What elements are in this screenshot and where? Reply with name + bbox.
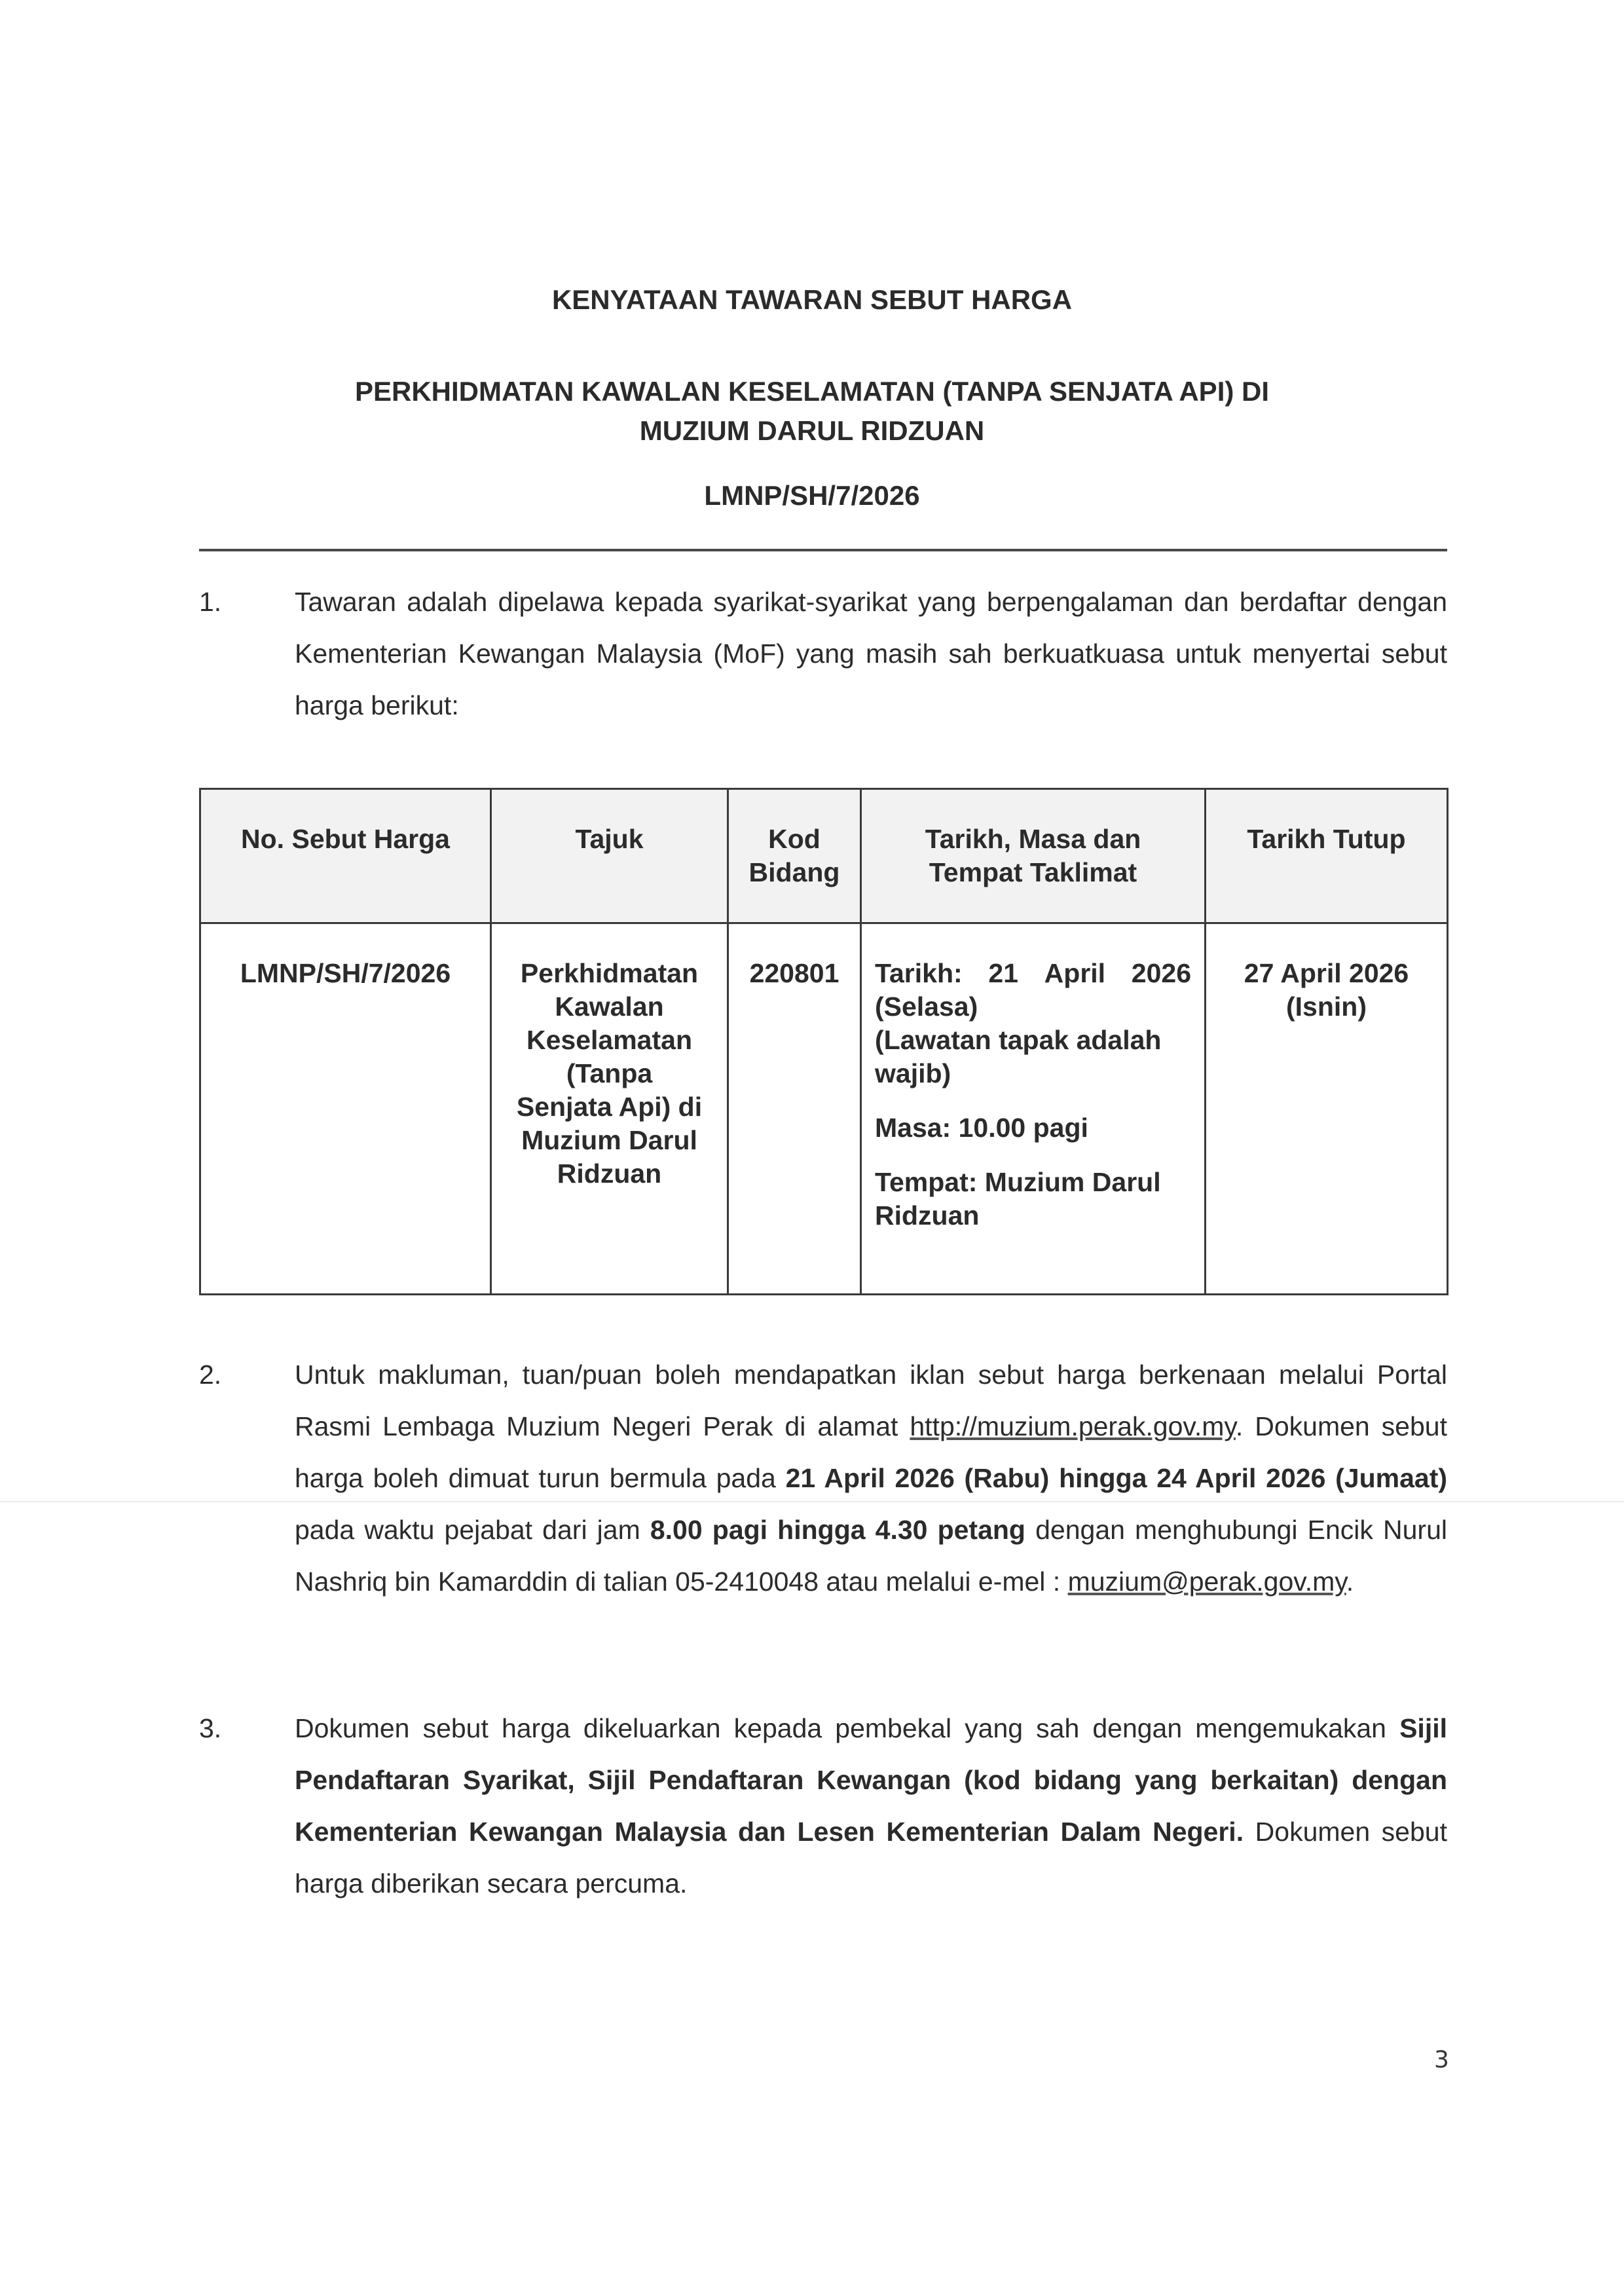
paragraph-2-text: [295, 1349, 1447, 1608]
taklimat-venue-line-1: Tempat: Muzium Darul: [875, 1167, 1161, 1197]
paragraph-3: [199, 1703, 1447, 1910]
taklimat-date-year: 2026: [1131, 958, 1191, 988]
taklimat-venue-line-2: Ridzuan: [875, 1200, 980, 1231]
paragraph-1: [199, 576, 1447, 731]
tajuk-line: Keselamatan: [526, 1025, 692, 1055]
p3-text-a: Dokumen sebut harga dikeluarkan kepada pembekal yang sah dengan mengemukakan: [295, 1713, 1400, 1743]
p2-text-c: pada waktu pejabat dari jam: [295, 1515, 650, 1545]
header-taklimat-line-1: Tarikh, Masa dan: [925, 824, 1141, 854]
portal-url-link[interactable]: http://muzium.perak.gov.my: [910, 1411, 1236, 1441]
header-kod-line-2: Bidang: [748, 857, 840, 887]
paragraph-1-text: Tawaran adalah dipelawa kepada syarikat-syarikat yang berpengalaman dan berdaftar dengan Kementerian Kewangan Malaysia (MoF) yang masih sah berkuatkuasa untuk menyertai sebut harga berikut:: [295, 587, 1447, 720]
header-taklimat: [861, 789, 1206, 923]
closing-day: (Isnin): [1286, 991, 1367, 1022]
cell-no-sebut-harga: LMNP/SH/7/2026: [200, 923, 491, 1295]
paragraph-1-number: 1.: [199, 587, 222, 617]
paragraph-3-text: [295, 1703, 1447, 1910]
paragraph-2: [199, 1349, 1447, 1608]
paragraph-2-number: 2.: [199, 1360, 222, 1390]
tajuk-line: Perkhidmatan: [520, 958, 699, 988]
header-tajuk: Tajuk: [491, 789, 728, 923]
p2-text-d: dengan menghubungi Encik Nurul Nashriq bin Kamarddin di talian 05-2410048 atau melalui e-mel :: [295, 1515, 1447, 1597]
document-subtitle-line-2: MUZIUM DARUL RIDZUAN: [639, 415, 985, 446]
tajuk-line: (Tanpa: [566, 1058, 653, 1088]
taklimat-date-month: April: [1044, 958, 1106, 988]
taklimat-weekday: (Selasa): [875, 991, 978, 1022]
document-subtitle-line-1: PERKHIDMATAN KAWALAN KESELAMATAN (TANPA SENJATA API) DI: [354, 376, 1270, 407]
cell-tarikh-tutup: [1206, 923, 1448, 1295]
tajuk-line: Muzium Darul: [521, 1125, 697, 1155]
taklimat-note-line-1: (Lawatan tapak adalah: [875, 1025, 1162, 1055]
header-kod-line-1: Kod: [768, 824, 821, 854]
p2-download-period: 21 April 2026 (Rabu) hingga 24 April 2026 (Jumaat): [785, 1463, 1448, 1493]
cell-tajuk: [491, 923, 728, 1295]
email-link[interactable]: muzium@perak.gov.my: [1067, 1566, 1346, 1597]
tajuk-line: Kawalan: [555, 991, 664, 1022]
table-header-row: [200, 789, 1448, 923]
header-taklimat-line-2: Tempat Taklimat: [929, 857, 1137, 887]
quotation-table: [199, 788, 1449, 1295]
header-tarikh-tutup: Tarikh Tutup: [1206, 789, 1448, 923]
paragraph-3-number: 3.: [199, 1713, 222, 1743]
p2-text-b: . Dokumen sebut harga boleh dimuat turun bermula pada: [295, 1411, 1447, 1493]
taklimat-date-day: 21: [988, 958, 1018, 988]
document-title: KENYATAAN TAWARAN SEBUT HARGA: [551, 284, 1073, 315]
tajuk-line: Ridzuan: [557, 1158, 662, 1189]
tajuk-line: Senjata Api) di: [516, 1092, 703, 1122]
taklimat-time: Masa: 10.00 pagi: [875, 1113, 1088, 1143]
header-divider: [199, 549, 1447, 551]
taklimat-date-line: [875, 957, 1191, 990]
cell-kod-bidang: 220801: [728, 923, 861, 1295]
cell-taklimat: [861, 923, 1206, 1295]
header-kod-bidang: [728, 789, 861, 923]
header-no-sebut-harga: No. Sebut Harga: [200, 789, 491, 923]
taklimat-date-label: Tarikh:: [875, 958, 963, 988]
p2-text-e: .: [1346, 1566, 1354, 1597]
page-number: 3: [1434, 2046, 1449, 2073]
p2-text-a: Untuk makluman, tuan/puan boleh mendapatkan iklan sebut harga berkenaan melalui Portal Rasmi Lembaga Muzium Negeri Perak di alamat: [295, 1360, 1447, 1441]
table-row: [200, 923, 1448, 1295]
taklimat-note-line-2: wajib): [875, 1058, 951, 1088]
closing-date: 27 April 2026: [1244, 958, 1409, 988]
p3-text-b: Dokumen sebut harga diberikan secara percuma.: [295, 1817, 1447, 1898]
p2-office-hours: 8.00 pagi hingga 4.30 petang: [650, 1515, 1025, 1545]
p3-required-documents: Sijil Pendaftaran Syarikat, Sijil Pendaftaran Kewangan (kod bidang yang berkaitan) dengan Kementerian Kewangan Malaysia dan Lesen Kementerian Dalam Negeri.: [295, 1713, 1447, 1847]
reference-number: LMNP/SH/7/2026: [704, 480, 920, 511]
